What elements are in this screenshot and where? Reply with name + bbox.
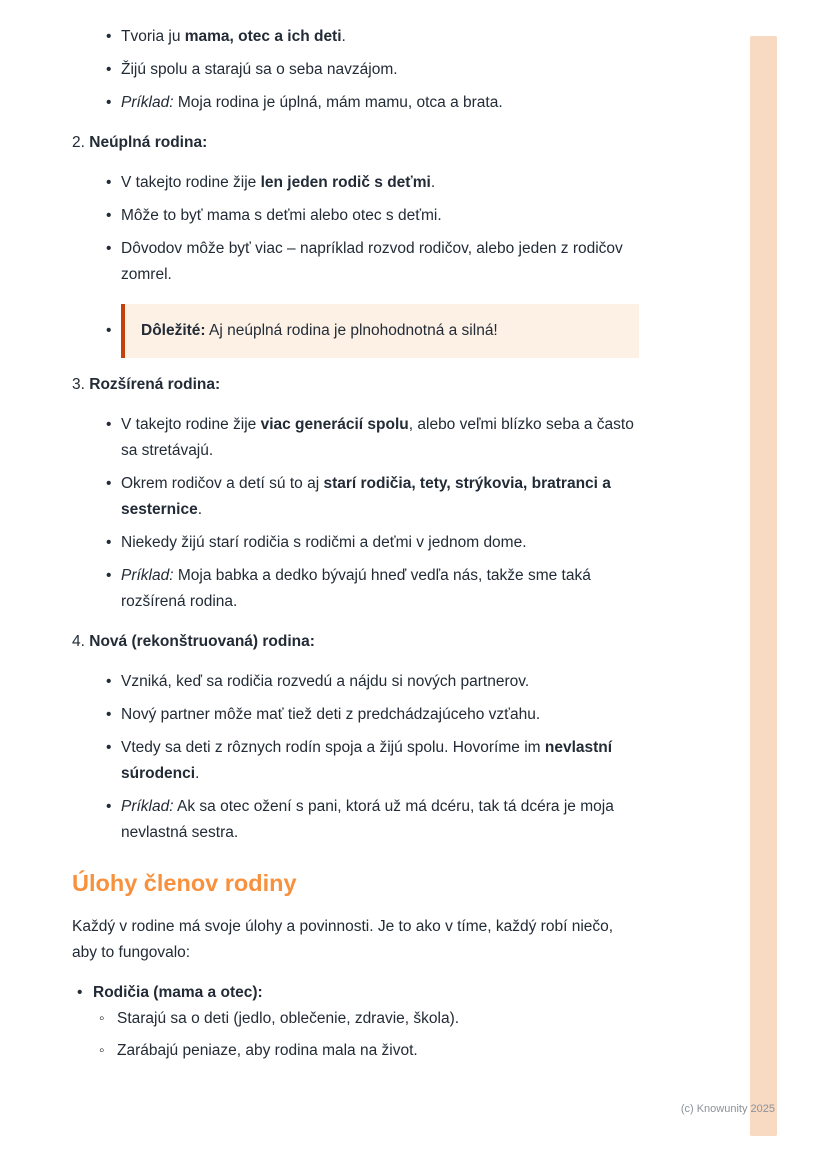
list-item [72, 980, 639, 1064]
list-item-label: Rodičia (mama a otec): [93, 984, 263, 1001]
list-item: • Príklad: Ak sa otec ožení s pani, ktorá už má dcéru, tak tá dcéra je moja nevlastná sestra. [72, 794, 639, 846]
list-item: • Niekedy žijú starí rodičia s rodičmi a deťmi v jednom dome. [72, 530, 639, 556]
list-number: 3. [72, 376, 85, 393]
numbered-heading-nova [72, 629, 639, 655]
heading-label: Neúplná rodina: [89, 134, 208, 151]
nova-bullet-list [72, 669, 639, 846]
important-callout: • Dôležité: Aj neúplná rodina je plnohodnotná a silná! [121, 304, 639, 358]
list-item: ◦ Starajú sa o deti (jedlo, oblečenie, zdravie, škola). [93, 1006, 639, 1032]
list-item: ◦ Zarábajú peniaze, aby rodina mala na život. [93, 1038, 639, 1064]
list-item: • V takejto rodine žije viac generácií spolu, alebo veľmi blízko seba a často sa stretávajú. [72, 412, 639, 464]
numbered-heading-rozsirena [72, 372, 639, 398]
page-edge-stripe [750, 36, 777, 1136]
uplna-rodina-bullet-list [72, 24, 639, 116]
list-item: • Vzniká, keď sa rodičia rozvedú a nájdu si nových partnerov. [72, 669, 639, 695]
list-number: 4. [72, 633, 85, 650]
list-item: • Príklad: Moja rodina je úplná, mám mamu, otca a brata. [72, 90, 639, 116]
list-item: • Žijú spolu a starajú sa o seba navzájom. [72, 57, 639, 83]
section-heading-ulohy: Úlohy členov rodiny [72, 870, 297, 896]
copyright-footer: (c) Knowunity 2025 [680, 1103, 775, 1115]
rozsirena-bullet-list [72, 412, 639, 615]
list-item: • Okrem rodičov a detí sú to aj starí rodičia, tety, strýkovia, bratranci a sesternice. [72, 471, 639, 523]
heading-label: Rozšírená rodina: [89, 376, 221, 393]
neuplna-bullet-list [72, 170, 639, 358]
heading-label: Nová (rekonštruovaná) rodina: [89, 633, 315, 650]
rodicia-sub-list [93, 1006, 639, 1064]
callout-list-item [72, 304, 639, 358]
list-item: • V takejto rodine žije len jeden rodič s deťmi. [72, 170, 639, 196]
list-item: • Môže to byť mama s deťmi alebo otec s deťmi. [72, 203, 639, 229]
list-item: • Tvoria ju mama, otec a ich deti. [72, 24, 639, 50]
numbered-heading-neuplna [72, 130, 639, 156]
list-item: • Dôvodov môže byť viac – napríklad rozvod rodičov, alebo jeden z rodičov zomrel. [72, 236, 639, 288]
paragraph-ulohy-intro: Každý v rodine má svoje úlohy a povinnosti. Je to ako v tíme, každý robí niečo, aby to fungovalo: [72, 918, 614, 961]
list-item: • Vtedy sa deti z rôznych rodín spoja a žijú spolu. Hovoríme im nevlastní súrodenci. [72, 735, 639, 787]
document-content [72, 24, 639, 1070]
ulohy-top-list [72, 980, 639, 1064]
list-item: • Nový partner môže mať tiež deti z predchádzajúceho vzťahu. [72, 702, 639, 728]
list-item: • Príklad: Moja babka a dedko bývajú hneď vedľa nás, takže sme taká rozšírená rodina. [72, 563, 639, 615]
list-number: 2. [72, 134, 85, 151]
